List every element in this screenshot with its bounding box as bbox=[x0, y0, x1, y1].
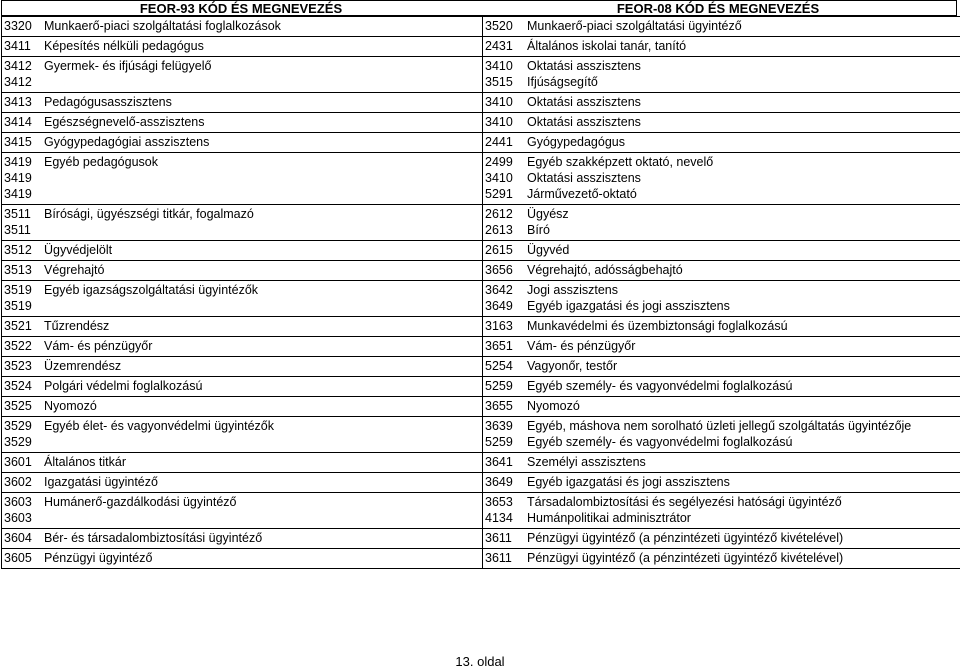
feor08-code: 2441 bbox=[485, 135, 513, 149]
feor08-code-cell bbox=[483, 133, 526, 153]
feor93-name: Egyéb élet- és vagyonvédelmi ügyintézők bbox=[44, 419, 274, 433]
feor08-code-cell bbox=[483, 453, 526, 473]
feor93-code-cell bbox=[2, 153, 43, 205]
feor08-code-cell bbox=[483, 93, 526, 113]
feor93-code-cell bbox=[2, 453, 43, 473]
feor93-name-cell bbox=[42, 377, 483, 397]
feor93-name-cell bbox=[42, 317, 483, 337]
feor08-code: 2431 bbox=[485, 39, 513, 53]
feor08-code-cell bbox=[483, 529, 526, 549]
table-row bbox=[2, 417, 960, 453]
table-row bbox=[2, 317, 960, 337]
feor08-code: 2615 bbox=[485, 243, 513, 257]
feor08-name: Egyéb, máshova nem sorolható üzleti jellegű szolgáltatás ügyintézője bbox=[527, 419, 912, 433]
feor93-code-cell bbox=[2, 113, 43, 133]
feor08-code: 5254 bbox=[485, 359, 513, 373]
feor93-name: Polgári védelmi foglalkozású bbox=[44, 379, 203, 393]
table-row bbox=[2, 57, 960, 93]
feor08-code-cell bbox=[483, 397, 526, 417]
feor93-name-cell bbox=[42, 205, 483, 241]
feor93-name: Egyéb pedagógusok bbox=[44, 155, 158, 169]
feor93-name: Egészségnevelő-asszisztens bbox=[44, 115, 205, 129]
feor08-code-cell bbox=[483, 493, 526, 529]
feor93-code: 3529 bbox=[4, 435, 32, 449]
feor93-name-cell bbox=[42, 397, 483, 417]
header-feor08: FEOR-08 KÓD ÉS MEGNEVEZÉS bbox=[616, 1, 820, 16]
feor93-name: Egyéb igazságszolgáltatási ügyintézők bbox=[44, 283, 259, 297]
feor08-code: 3410 bbox=[485, 171, 513, 185]
feor08-name-cell bbox=[525, 357, 960, 377]
feor08-name-cell bbox=[525, 93, 960, 113]
feor93-code: 3511 bbox=[4, 207, 31, 221]
feor93-name: Általános titkár bbox=[44, 455, 126, 469]
feor08-code-cell bbox=[483, 37, 526, 57]
feor93-code: 3604 bbox=[4, 531, 32, 545]
feor08-code: 3410 bbox=[485, 59, 513, 73]
table-row bbox=[2, 529, 960, 549]
feor08-name-cell bbox=[525, 377, 960, 397]
feor93-name-cell bbox=[42, 133, 483, 153]
feor08-name: Egyéb szakképzett oktató, nevelő bbox=[527, 155, 714, 169]
table-row bbox=[2, 453, 960, 473]
feor93-code: 3512 bbox=[4, 243, 32, 257]
feor08-code: 3656 bbox=[485, 263, 513, 277]
feor93-code-cell bbox=[2, 37, 43, 57]
feor08-name: Ifjúságsegítő bbox=[527, 75, 598, 89]
feor93-name: Gyermek- és ifjúsági felügyelő bbox=[44, 59, 212, 73]
feor08-code: 2612 bbox=[485, 207, 513, 221]
feor93-code-cell bbox=[2, 549, 43, 569]
feor08-name: Oktatási asszisztens bbox=[527, 59, 641, 73]
feor08-code-cell bbox=[483, 473, 526, 493]
feor93-code-cell bbox=[2, 377, 43, 397]
feor08-code-cell bbox=[483, 205, 526, 241]
feor08-code: 4134 bbox=[485, 511, 513, 525]
feor08-name-cell bbox=[525, 205, 960, 241]
table-row bbox=[2, 17, 960, 37]
table-row bbox=[2, 281, 960, 317]
feor93-name-cell bbox=[42, 453, 483, 473]
table-row bbox=[2, 337, 960, 357]
table-row bbox=[2, 493, 960, 529]
feor93-code: 3522 bbox=[4, 339, 32, 353]
feor08-code-cell bbox=[483, 337, 526, 357]
feor08-code: 3410 bbox=[485, 95, 513, 109]
feor93-name-cell bbox=[42, 357, 483, 377]
feor08-code-cell bbox=[483, 417, 526, 453]
feor08-code: 3611 bbox=[485, 551, 512, 565]
table-row bbox=[2, 473, 960, 493]
feor93-name: Pedagógusasszisztens bbox=[44, 95, 172, 109]
feor93-name-cell bbox=[42, 37, 483, 57]
feor08-code-cell bbox=[483, 241, 526, 261]
feor93-name-cell bbox=[42, 261, 483, 281]
feor08-name: Humánpolitikai adminisztrátor bbox=[527, 511, 691, 525]
feor08-code-cell bbox=[483, 281, 526, 317]
feor93-name: Üzemrendész bbox=[44, 359, 122, 373]
feor93-name-cell bbox=[42, 281, 483, 317]
feor08-code: 3410 bbox=[485, 115, 513, 129]
feor08-name: Munkavédelmi és üzembiztonsági foglalkozású bbox=[527, 319, 788, 333]
feor93-name-cell bbox=[42, 93, 483, 113]
feor08-name: Végrehajtó, adósságbehajtó bbox=[527, 263, 683, 277]
feor93-code: 3419 bbox=[4, 155, 32, 169]
table-row bbox=[2, 37, 960, 57]
table-row bbox=[2, 133, 960, 153]
feor08-code-cell bbox=[483, 153, 526, 205]
table-header bbox=[1, 0, 957, 16]
feor08-code: 2613 bbox=[485, 223, 513, 237]
feor08-code: 5259 bbox=[485, 435, 513, 449]
feor08-name-cell bbox=[525, 153, 960, 205]
feor93-code: 3521 bbox=[4, 319, 32, 333]
feor93-code: 3419 bbox=[4, 171, 32, 185]
feor93-code: 3519 bbox=[4, 283, 32, 297]
feor93-name: Humánerő-gazdálkodási ügyintéző bbox=[44, 495, 237, 509]
feor08-code: 3655 bbox=[485, 399, 513, 413]
feor93-code-cell bbox=[2, 133, 43, 153]
feor08-name-cell bbox=[525, 241, 960, 261]
feor93-code-cell bbox=[2, 241, 43, 261]
feor08-code: 3611 bbox=[485, 531, 512, 545]
feor08-name-cell bbox=[525, 549, 960, 569]
feor93-name: Vám- és pénzügyőr bbox=[44, 339, 153, 353]
feor08-name: Oktatási asszisztens bbox=[527, 95, 641, 109]
table-row bbox=[2, 153, 960, 205]
feor08-code-cell bbox=[483, 317, 526, 337]
feor08-name-cell bbox=[525, 317, 960, 337]
feor93-name-cell bbox=[42, 57, 483, 93]
feor08-name: Nyomozó bbox=[527, 399, 580, 413]
feor93-code: 3414 bbox=[4, 115, 32, 129]
feor93-code: 3519 bbox=[4, 299, 32, 313]
feor08-code: 5259 bbox=[485, 379, 513, 393]
feor08-name: Pénzügyi ügyintéző (a pénzintézeti ügyintéző kivételével) bbox=[527, 531, 844, 545]
feor08-code: 2499 bbox=[485, 155, 513, 169]
feor08-code-cell bbox=[483, 17, 526, 37]
feor93-name: Munkaerő-piaci szolgáltatási foglalkozások bbox=[44, 19, 281, 33]
feor93-name: Végrehajtó bbox=[44, 263, 105, 277]
feor93-name-cell bbox=[42, 417, 483, 453]
conversion-table-body bbox=[2, 17, 960, 569]
feor93-name-cell bbox=[42, 17, 483, 37]
feor08-code-cell bbox=[483, 549, 526, 569]
feor93-name-cell bbox=[42, 529, 483, 549]
feor08-name-cell bbox=[525, 417, 960, 453]
feor08-name-cell bbox=[525, 133, 960, 153]
feor08-code-cell bbox=[483, 57, 526, 93]
feor93-name: Bér- és társadalombiztosítási ügyintéző bbox=[44, 531, 263, 545]
feor93-code-cell bbox=[2, 337, 43, 357]
feor08-name-cell bbox=[525, 529, 960, 549]
feor93-name: Ügyvédjelölt bbox=[44, 243, 113, 257]
feor93-code: 3602 bbox=[4, 475, 32, 489]
feor93-name-cell bbox=[42, 549, 483, 569]
feor93-code: 3412 bbox=[4, 75, 32, 89]
feor93-code: 3513 bbox=[4, 263, 32, 277]
feor08-code: 3520 bbox=[485, 19, 513, 33]
feor08-name-cell bbox=[525, 473, 960, 493]
feor93-code: 3413 bbox=[4, 95, 32, 109]
feor08-name: Jogi asszisztens bbox=[527, 283, 619, 297]
feor93-name-cell bbox=[42, 493, 483, 529]
feor08-name: Pénzügyi ügyintéző (a pénzintézeti ügyintéző kivételével) bbox=[527, 551, 844, 565]
feor08-name: Bíró bbox=[527, 223, 550, 237]
feor08-code-cell bbox=[483, 357, 526, 377]
feor08-name: Egyéb igazgatási és jogi asszisztens bbox=[527, 475, 730, 489]
feor93-code-cell bbox=[2, 93, 43, 113]
header-feor93: FEOR-93 KÓD ÉS MEGNEVEZÉS bbox=[139, 1, 343, 16]
feor93-code-cell bbox=[2, 493, 43, 529]
feor08-name: Általános iskolai tanár, tanító bbox=[527, 39, 687, 53]
feor08-name-cell bbox=[525, 397, 960, 417]
feor08-name: Egyéb személy- és vagyonvédelmi foglalkozású bbox=[527, 379, 793, 393]
page-number: 13. oldal bbox=[455, 654, 505, 669]
table-row bbox=[2, 113, 960, 133]
feor93-name-cell bbox=[42, 113, 483, 133]
table-row bbox=[2, 377, 960, 397]
feor93-code-cell bbox=[2, 205, 43, 241]
feor93-code-cell bbox=[2, 317, 43, 337]
feor08-code: 3649 bbox=[485, 475, 513, 489]
feor93-code-cell bbox=[2, 17, 43, 37]
document-page bbox=[1, 0, 957, 569]
feor93-code: 3320 bbox=[4, 19, 32, 33]
feor08-name: Ügyész bbox=[527, 207, 569, 221]
feor93-name: Képesítés nélküli pedagógus bbox=[44, 39, 204, 53]
feor93-code: 3419 bbox=[4, 187, 32, 201]
feor08-code: 5291 bbox=[485, 187, 513, 201]
feor08-name-cell bbox=[525, 337, 960, 357]
feor93-code-cell bbox=[2, 529, 43, 549]
table-row bbox=[2, 261, 960, 281]
feor93-code: 3603 bbox=[4, 511, 32, 525]
feor93-code-cell bbox=[2, 281, 43, 317]
feor93-code-cell bbox=[2, 473, 43, 493]
table-row bbox=[2, 549, 960, 569]
feor08-code-cell bbox=[483, 113, 526, 133]
feor93-name-cell bbox=[42, 241, 483, 261]
feor93-name: Tűzrendész bbox=[44, 319, 110, 333]
feor08-name-cell bbox=[525, 453, 960, 473]
table-row bbox=[2, 205, 960, 241]
feor08-code: 3653 bbox=[485, 495, 513, 509]
table-row bbox=[2, 397, 960, 417]
feor08-name-cell bbox=[525, 17, 960, 37]
table-row bbox=[2, 357, 960, 377]
feor93-code: 3524 bbox=[4, 379, 32, 393]
feor08-code: 3642 bbox=[485, 283, 513, 297]
feor08-code: 3515 bbox=[485, 75, 513, 89]
feor08-code: 3651 bbox=[485, 339, 513, 353]
feor93-code: 3601 bbox=[4, 455, 32, 469]
feor08-name: Vám- és pénzügyőr bbox=[527, 339, 636, 353]
feor08-code-cell bbox=[483, 377, 526, 397]
feor08-name: Vagyonőr, testőr bbox=[527, 359, 618, 373]
feor08-name-cell bbox=[525, 493, 960, 529]
feor93-code: 3529 bbox=[4, 419, 32, 433]
feor93-code-cell bbox=[2, 357, 43, 377]
feor93-name: Bírósági, ügyészségi titkár, fogalmazó bbox=[44, 207, 254, 221]
feor08-name: Gyógypedagógus bbox=[527, 135, 625, 149]
feor08-name: Oktatási asszisztens bbox=[527, 171, 641, 185]
feor93-code: 3511 bbox=[4, 223, 31, 237]
feor08-name-cell bbox=[525, 261, 960, 281]
feor93-name: Igazgatási ügyintéző bbox=[44, 475, 158, 489]
feor93-name: Pénzügyi ügyintéző bbox=[44, 551, 153, 565]
feor93-code: 3412 bbox=[4, 59, 32, 73]
feor93-name: Gyógypedagógiai asszisztens bbox=[44, 135, 210, 149]
feor08-name: Egyéb személy- és vagyonvédelmi foglalkozású bbox=[527, 435, 793, 449]
feor93-code: 3411 bbox=[4, 39, 31, 53]
feor08-code: 3641 bbox=[485, 455, 513, 469]
feor08-name-cell bbox=[525, 281, 960, 317]
feor08-code: 3649 bbox=[485, 299, 513, 313]
feor08-code: 3163 bbox=[485, 319, 513, 333]
feor93-code-cell bbox=[2, 417, 43, 453]
feor93-name-cell bbox=[42, 473, 483, 493]
feor93-code-cell bbox=[2, 57, 43, 93]
feor93-code: 3525 bbox=[4, 399, 32, 413]
feor93-code-cell bbox=[2, 397, 43, 417]
feor08-name: Ügyvéd bbox=[527, 243, 570, 257]
feor08-code-cell bbox=[483, 261, 526, 281]
table-row bbox=[2, 241, 960, 261]
feor93-name-cell bbox=[42, 153, 483, 205]
feor93-code: 3523 bbox=[4, 359, 32, 373]
feor93-name: Nyomozó bbox=[44, 399, 97, 413]
feor08-name: Egyéb igazgatási és jogi asszisztens bbox=[527, 299, 730, 313]
feor08-name: Személyi asszisztens bbox=[527, 455, 646, 469]
feor08-name: Járművezető-oktató bbox=[527, 187, 637, 201]
conversion-table bbox=[1, 16, 960, 569]
feor08-name: Munkaerő-piaci szolgáltatási ügyintéző bbox=[527, 19, 742, 33]
table-row bbox=[2, 93, 960, 113]
feor08-name-cell bbox=[525, 113, 960, 133]
feor08-name-cell bbox=[525, 57, 960, 93]
feor08-code: 3639 bbox=[485, 419, 513, 433]
feor08-name: Társadalombiztosítási és segélyezési hatósági ügyintéző bbox=[527, 495, 842, 509]
feor93-code-cell bbox=[2, 261, 43, 281]
feor93-code: 3605 bbox=[4, 551, 32, 565]
feor93-code: 3603 bbox=[4, 495, 32, 509]
feor08-name-cell bbox=[525, 37, 960, 57]
feor93-name-cell bbox=[42, 337, 483, 357]
feor08-name: Oktatási asszisztens bbox=[527, 115, 641, 129]
feor93-code: 3415 bbox=[4, 135, 32, 149]
